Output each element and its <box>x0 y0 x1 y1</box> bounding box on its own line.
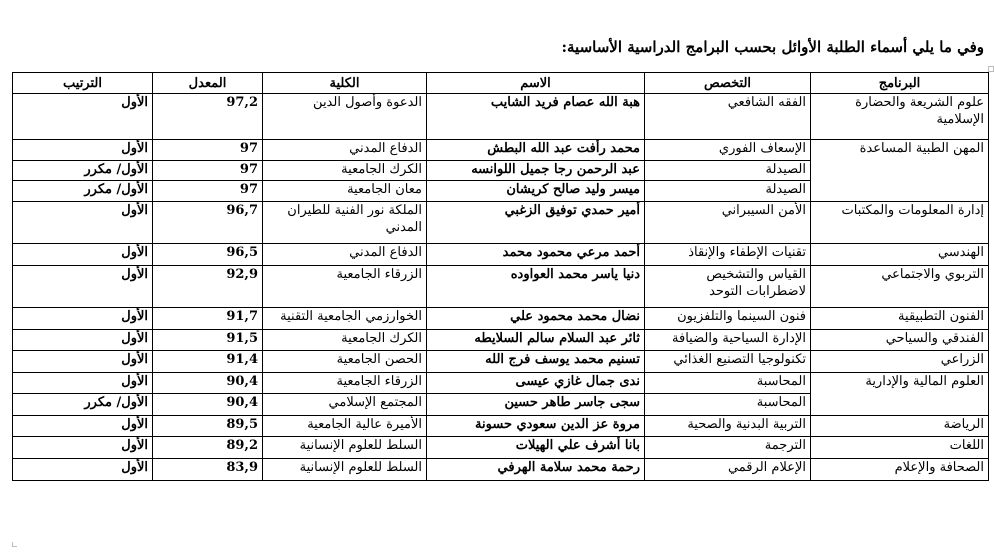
cell-name: تسنيم محمد يوسف فرج الله <box>427 351 645 373</box>
cell-major: تكنولوجيا التصنيع الغذائي <box>645 351 811 373</box>
table-row <box>13 351 989 373</box>
cell-avg: 97 <box>153 181 263 202</box>
cell-name: أمير حمدي توفيق الزغبي <box>427 202 645 244</box>
cell-major: الترجمة <box>645 437 811 459</box>
cell-rank: الأول <box>13 459 153 481</box>
cell-rank: الأول/ مكرر <box>13 181 153 202</box>
cell-rank: الأول <box>13 373 153 394</box>
cell-major: الإدارة السياحية والضيافة <box>645 330 811 351</box>
cell-major: الفقه الشافعي <box>645 94 811 140</box>
cell-major: التربية البدنية والصحية <box>645 416 811 437</box>
cell-major: الصيدلة <box>645 161 811 181</box>
header-avg: المعدل <box>153 73 263 94</box>
cell-avg: 92,9 <box>153 266 263 308</box>
cell-rank: الأول <box>13 416 153 437</box>
cell-rank: الأول <box>13 244 153 266</box>
cell-avg: 90,4 <box>153 394 263 416</box>
cell-rank: الأول <box>13 308 153 330</box>
cell-name: سجى جاسر طاهر حسين <box>427 394 645 416</box>
cell-program: الزراعي <box>811 351 989 373</box>
page-corner-marker-bottom <box>12 542 17 547</box>
cell-program: الصحافة والإعلام <box>811 459 989 481</box>
table-row <box>13 330 989 351</box>
cell-rank: الأول <box>13 202 153 244</box>
cell-program: الهندسي <box>811 244 989 266</box>
cell-rank: الأول <box>13 437 153 459</box>
cell-name: ميسر وليد صالح كريشان <box>427 181 645 202</box>
header-college: الكلية <box>263 73 427 94</box>
cell-name: مروة عز الدين سعودي حسونة <box>427 416 645 437</box>
cell-rank: الأول <box>13 330 153 351</box>
header-program: البرنامج <box>811 73 989 94</box>
cell-major: الإسعاف الفوري <box>645 140 811 161</box>
cell-college: الحصن الجامعية <box>263 351 427 373</box>
cell-college: السلط للعلوم الإنسانية <box>263 437 427 459</box>
cell-avg: 89,5 <box>153 416 263 437</box>
cell-avg: 97,2 <box>153 94 263 140</box>
cell-avg: 89,2 <box>153 437 263 459</box>
cell-name: عبد الرحمن رجا جميل اللوانسه <box>427 161 645 181</box>
cell-college: الدعوة وأصول الدين <box>263 94 427 140</box>
cell-rank: الأول/ مكرر <box>13 161 153 181</box>
cell-name: محمد رأفت عبد الله البطش <box>427 140 645 161</box>
cell-college: المجتمع الإسلامي <box>263 394 427 416</box>
cell-program: الرياضة <box>811 416 989 437</box>
cell-rank: الأول/ مكرر <box>13 394 153 416</box>
cell-rank: الأول <box>13 266 153 308</box>
table-row <box>13 244 989 266</box>
cell-avg: 90,4 <box>153 373 263 394</box>
cell-program: اللغات <box>811 437 989 459</box>
cell-college: الدفاع المدني <box>263 140 427 161</box>
cell-name: ثائر عبد السلام سالم السلايطه <box>427 330 645 351</box>
cell-name: رحمة محمد سلامة الهرفي <box>427 459 645 481</box>
cell-program: المهن الطبية المساعدة <box>811 140 989 202</box>
cell-avg: 91,5 <box>153 330 263 351</box>
cell-major: القياس والتشخيص لاضطرابات التوحد <box>645 266 811 308</box>
cell-program: الفنون التطبيقية <box>811 308 989 330</box>
header-name: الاسم <box>427 73 645 94</box>
cell-name: دنيا ياسر محمد العواوده <box>427 266 645 308</box>
table-row <box>13 459 989 481</box>
cell-name: نضال محمد محمود علي <box>427 308 645 330</box>
cell-college: الملكة نور الفنية للطيران المدني <box>263 202 427 244</box>
cell-rank: الأول <box>13 140 153 161</box>
cell-college: الدفاع المدني <box>263 244 427 266</box>
header-rank: الترتيب <box>13 73 153 94</box>
cell-major: الأمن السيبراني <box>645 202 811 244</box>
cell-avg: 97 <box>153 161 263 181</box>
cell-avg: 91,7 <box>153 308 263 330</box>
header-major: التخصص <box>645 73 811 94</box>
cell-college: معان الجامعية <box>263 181 427 202</box>
table-row <box>13 94 989 140</box>
cell-program: علوم الشريعة والحضارة الإسلامية <box>811 94 989 140</box>
cell-college: الزرقاء الجامعية <box>263 373 427 394</box>
cell-college: الكرك الجامعية <box>263 330 427 351</box>
cell-avg: 96,5 <box>153 244 263 266</box>
cell-major: الصيدلة <box>645 181 811 202</box>
table-row <box>13 266 989 308</box>
cell-avg: 96,7 <box>153 202 263 244</box>
cell-major: فنون السينما والتلفزيون <box>645 308 811 330</box>
cell-program: إدارة المعلومات والمكتبات <box>811 202 989 244</box>
table-row <box>13 140 989 161</box>
cell-name: بانا أشرف علي الهيلات <box>427 437 645 459</box>
cell-program: التربوي والاجتماعي <box>811 266 989 308</box>
cell-rank: الأول <box>13 351 153 373</box>
cell-name: ندى جمال غازي عيسى <box>427 373 645 394</box>
cell-name: هبة الله عصام فريد الشايب <box>427 94 645 140</box>
cell-college: الأميرة عالية الجامعية <box>263 416 427 437</box>
cell-major: المحاسبة <box>645 394 811 416</box>
cell-program: العلوم المالية والإدارية <box>811 373 989 416</box>
cell-avg: 91,4 <box>153 351 263 373</box>
cell-avg: 83,9 <box>153 459 263 481</box>
cell-major: المحاسبة <box>645 373 811 394</box>
cell-college: الخوارزمي الجامعية التقنية <box>263 308 427 330</box>
table-row <box>13 416 989 437</box>
cell-rank: الأول <box>13 94 153 140</box>
cell-program: الفندقي والسياحي <box>811 330 989 351</box>
cell-avg: 97 <box>153 140 263 161</box>
cell-major: تقنيات الإطفاء والإنقاذ <box>645 244 811 266</box>
cell-name: أحمد مرعي محمود محمد <box>427 244 645 266</box>
table-row <box>13 308 989 330</box>
page-heading: وفي ما يلي أسماء الطلبة الأوائل بحسب البرامج الدراسية الأساسية: <box>561 38 984 56</box>
cell-college: السلط للعلوم الإنسانية <box>263 459 427 481</box>
top-students-table <box>12 72 989 481</box>
cell-major: الإعلام الرقمي <box>645 459 811 481</box>
cell-college: الكرك الجامعية <box>263 161 427 181</box>
table-header-row <box>13 73 989 94</box>
table-row <box>13 437 989 459</box>
cell-college: الزرقاء الجامعية <box>263 266 427 308</box>
table-row <box>13 373 989 394</box>
table-row <box>13 202 989 244</box>
